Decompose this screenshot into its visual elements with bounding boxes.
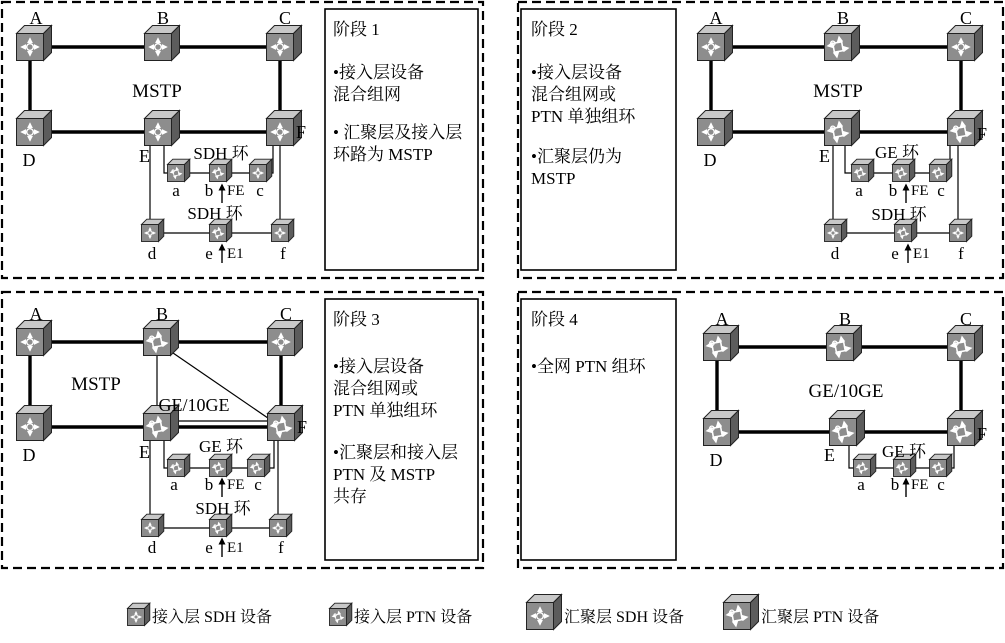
p1-node-E-aggregation-sdh <box>145 111 180 146</box>
p3-label-E: E <box>139 442 150 462</box>
p2-fe-label: FE <box>911 183 929 199</box>
legend-access-sdh-label: 接入层 SDH 设备 <box>152 609 273 626</box>
p3-label-f: f <box>278 538 284 557</box>
p4-node-A-aggregation-ptn <box>704 326 739 361</box>
p2-ring1-label: GE 环 <box>875 143 919 162</box>
p1-label-d: d <box>147 244 157 263</box>
p1-label-b: b <box>204 181 214 200</box>
p2-node-f-access-sdh <box>950 219 972 241</box>
p1-node-c-access-sdh <box>250 159 272 181</box>
p2-e1-label: E1 <box>913 246 930 262</box>
stage-1-note-line: 环路为 MSTP <box>333 145 433 164</box>
p3-node-b-access-ptn <box>210 454 232 476</box>
p1-node-D-aggregation-sdh <box>17 111 52 146</box>
stage-4-notes-box <box>521 299 676 560</box>
p4-label-E: E <box>824 445 835 465</box>
p2-label-F: F <box>977 124 988 144</box>
p4-label-C: C <box>959 309 973 329</box>
p4-label-A: A <box>715 309 729 329</box>
stage-3-note-line: •汇聚层和接入层 <box>333 443 458 462</box>
p3-label-B: B <box>155 304 169 324</box>
p1-core-tech-label: MSTP <box>132 81 182 102</box>
stage-2-note-line: •接入层设备 <box>531 63 622 82</box>
p3-node-f-access-sdh <box>270 514 292 536</box>
p3-label-d: d <box>147 538 157 557</box>
p1-e1-label: E1 <box>227 246 244 262</box>
legend-aggregation-ptn-device-icon <box>724 595 759 630</box>
p3-node-d-access-sdh <box>142 514 164 536</box>
p2-node-E-aggregation-ptn <box>825 111 860 146</box>
legend-aggregation-ptn-label: 汇聚层 PTN 设备 <box>761 609 880 626</box>
p1-label-B: B <box>156 8 170 28</box>
stage-4-notes-border <box>521 299 676 560</box>
p4-label-D: D <box>709 450 723 470</box>
stage-1-panel <box>2 2 483 278</box>
stage-2-notes-box <box>521 9 676 270</box>
stage-4-note-line: •全网 PTN 组环 <box>531 357 646 376</box>
p4-node-E-aggregation-ptn <box>830 411 865 446</box>
p3-label-C: C <box>279 304 293 324</box>
p2-label-B: B <box>836 8 850 28</box>
stage-2-note-line: 混合组网或 <box>531 85 616 104</box>
stage-1-note-line: • 汇聚层及接入层 <box>333 123 463 142</box>
p3-node-c-access-ptn <box>248 454 270 476</box>
p1-node-f-access-sdh <box>272 219 294 241</box>
stage-2-note-line: MSTP <box>531 169 576 188</box>
stage-4-panel <box>518 292 1003 568</box>
p3-extra-tech-label: GE/10GE <box>158 395 230 415</box>
p2-label-C: C <box>959 8 973 28</box>
p1-node-C-aggregation-sdh <box>267 26 302 61</box>
stage-3-title: 阶段 3 <box>333 310 380 329</box>
p1-label-e: e <box>205 244 213 263</box>
stage-3-note-line: PTN 单独组环 <box>333 401 438 420</box>
p3-label-a: a <box>170 475 178 494</box>
p4-core-tech-label: GE/10GE <box>808 381 884 402</box>
legend-access-ptn-label: 接入层 PTN 设备 <box>354 609 473 626</box>
p1-label-A: A <box>29 8 43 28</box>
p3-core-tech-label: MSTP <box>71 374 121 395</box>
p4-ring1-label: GE 环 <box>882 442 926 461</box>
p1-label-F: F <box>296 122 307 142</box>
p4-fe-label: FE <box>911 477 929 493</box>
p1-node-d-access-sdh <box>142 219 164 241</box>
p3-label-A: A <box>29 304 43 324</box>
p2-label-E: E <box>819 146 830 166</box>
p1-label-C: C <box>278 8 292 28</box>
p3-node-a-access-ptn <box>168 454 190 476</box>
p3-label-c: c <box>254 475 262 494</box>
p4-node-B-aggregation-ptn <box>827 326 862 361</box>
p2-label-D: D <box>703 150 717 170</box>
p1-fe-label: FE <box>227 183 245 199</box>
legend-access-ptn-device-icon <box>330 603 352 625</box>
p1-label-c: c <box>256 181 264 200</box>
p3-ring2-label: SDH 环 <box>195 499 251 518</box>
p2-node-a-access-ptn <box>852 159 874 181</box>
p2-node-B-aggregation-ptn <box>825 26 860 61</box>
stage-2-note-line: PTN 单独组环 <box>531 107 636 126</box>
p2-label-d: d <box>830 244 840 263</box>
p4-label-B: B <box>838 309 852 329</box>
stage-2-note-line: •汇聚层仍为 <box>531 147 622 166</box>
p2-ring2-label: SDH 环 <box>871 205 927 224</box>
p3-label-D: D <box>22 445 36 465</box>
p2-label-f: f <box>958 244 964 263</box>
p2-label-A: A <box>709 8 723 28</box>
p2-label-a: a <box>855 181 863 200</box>
stage-2-panel <box>518 2 1003 278</box>
p1-label-f: f <box>280 244 286 263</box>
p4-node-D-aggregation-ptn <box>704 411 739 446</box>
legend <box>128 595 880 630</box>
stage-2-title: 阶段 2 <box>531 20 578 39</box>
stage-4-title: 阶段 4 <box>531 310 578 329</box>
p1-node-A-aggregation-sdh <box>17 26 52 61</box>
p2-node-C-aggregation-sdh <box>948 26 983 61</box>
p3-label-F: F <box>297 417 308 437</box>
p2-node-c-access-ptn <box>930 159 952 181</box>
p2-label-e: e <box>891 244 899 263</box>
stage-3-note-line: PTN 及 MSTP <box>333 465 436 484</box>
stage-3-note-line: 共存 <box>333 487 367 506</box>
p3-node-C-aggregation-sdh <box>268 321 303 356</box>
legend-aggregation-sdh-label: 汇聚层 SDH 设备 <box>564 609 685 626</box>
p3-label-e: e <box>205 538 213 557</box>
p1-label-a: a <box>172 181 180 200</box>
p4-node-C-aggregation-ptn <box>948 326 983 361</box>
p3-node-A-aggregation-sdh <box>17 321 52 356</box>
p2-label-c: c <box>937 181 945 200</box>
stage-3-panel <box>2 292 483 568</box>
stage-1-note-line: •接入层设备 <box>333 63 424 82</box>
stage-2-notes-border <box>521 9 676 270</box>
stage-3-notes-border <box>325 299 478 560</box>
stage-1-notes-box <box>325 9 478 270</box>
stage-1-title: 阶段 1 <box>333 20 380 39</box>
stage-1-note-line: 混合组网 <box>333 85 401 104</box>
p3-node-B-aggregation-ptn <box>144 321 179 356</box>
p2-core-tech-label: MSTP <box>813 81 863 102</box>
p2-node-d-access-sdh <box>825 219 847 241</box>
p4-node-a-access-ptn <box>854 454 876 476</box>
p3-ring1-label: GE 环 <box>199 437 243 456</box>
p1-ring2-label: SDH 环 <box>187 204 243 223</box>
p4-label-b: b <box>890 475 900 494</box>
p1-label-E: E <box>139 146 150 166</box>
p3-node-D-aggregation-sdh <box>17 406 52 441</box>
p1-label-D: D <box>22 150 36 170</box>
legend-aggregation-sdh-device-icon <box>527 595 562 630</box>
p3-label-b: b <box>204 475 214 494</box>
p2-label-b: b <box>888 181 898 200</box>
p2-node-b-access-ptn <box>893 159 915 181</box>
p3-e1-label: E1 <box>227 540 244 556</box>
p3-fe-label: FE <box>227 477 245 493</box>
p4-label-a: a <box>857 475 865 494</box>
p4-node-c-access-ptn <box>930 454 952 476</box>
p4-label-F: F <box>977 424 988 444</box>
stage-3-notes-box <box>325 299 478 560</box>
stage-3-note-line: 混合组网或 <box>333 379 418 398</box>
p4-label-c: c <box>937 475 945 494</box>
p1-node-B-aggregation-sdh <box>145 26 180 61</box>
stage-3-note-line: •接入层设备 <box>333 357 424 376</box>
p1-node-a-access-ptn <box>168 159 190 181</box>
legend-access-sdh-device-icon <box>128 603 150 625</box>
p1-ring1-label: SDH 环 <box>193 144 249 163</box>
p2-node-A-aggregation-sdh <box>698 26 733 61</box>
p2-node-D-aggregation-sdh <box>698 111 733 146</box>
